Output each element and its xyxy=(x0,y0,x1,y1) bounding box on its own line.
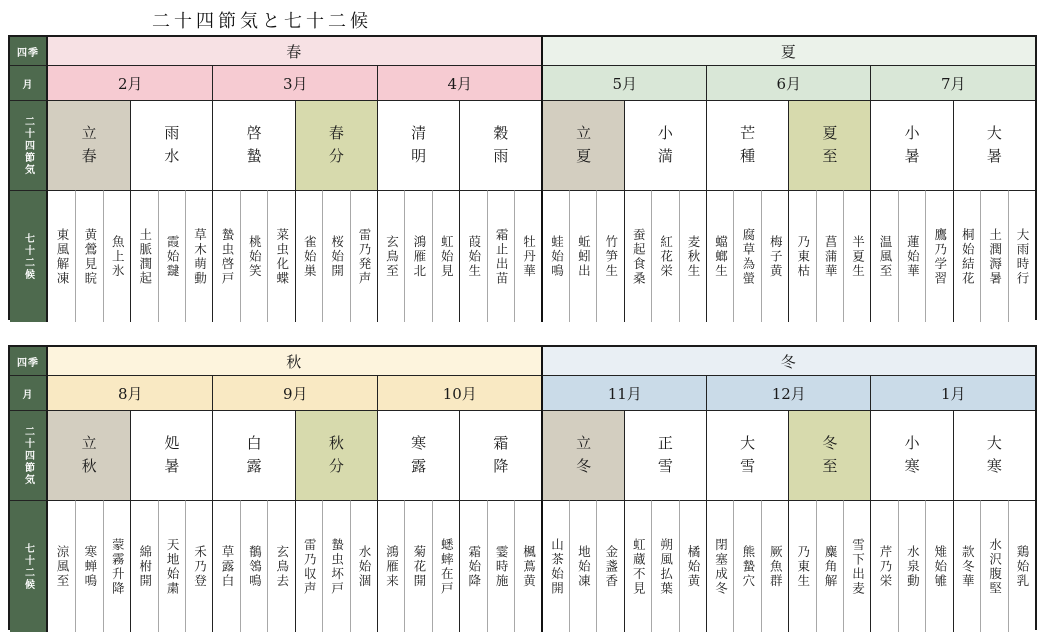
micro-season-cell: 雷乃発声 xyxy=(350,190,377,322)
solar-term-cell: 処暑 xyxy=(130,410,212,500)
month-cell: 10月 xyxy=(377,375,542,410)
micro-season-cell: 虹始見 xyxy=(432,190,459,322)
micro-season-cell: 温風至 xyxy=(870,190,897,322)
micro-season-cell: 雀始巣 xyxy=(295,190,322,322)
solar-term-cell: 小暑 xyxy=(870,100,952,190)
micro-season-cell: 蓮始華 xyxy=(898,190,925,322)
solar-term-cell: 大暑 xyxy=(953,100,1035,190)
micro-season-cell: 金盞香 xyxy=(596,500,623,632)
row-header-micro-seasons: 七十二候 xyxy=(10,500,48,632)
micro-season-cell: 涼風至 xyxy=(48,500,75,632)
micro-season-cell: 土潤溽暑 xyxy=(980,190,1007,322)
micro-season-cell: 霜止出苗 xyxy=(487,190,514,322)
calendar-table-autumn-winter xyxy=(8,345,1037,630)
micro-season-cell: 霜始降 xyxy=(459,500,486,632)
micro-season-cell: 虹蔵不見 xyxy=(624,500,651,632)
micro-season-cell: 草露白 xyxy=(212,500,239,632)
month-cell: 2月 xyxy=(48,65,212,100)
micro-season-cell: 梅子黄 xyxy=(761,190,788,322)
month-cell: 9月 xyxy=(212,375,377,410)
month-cell: 8月 xyxy=(48,375,212,410)
micro-season-cell: 腐草為螢 xyxy=(733,190,760,322)
solar-term-cell: 立夏 xyxy=(541,100,623,190)
solar-term-cell: 立冬 xyxy=(541,410,623,500)
season-cell: 春 xyxy=(48,37,541,65)
row-header-season: 四季 xyxy=(10,347,48,375)
micro-season-cell: 魚上氷 xyxy=(103,190,130,322)
month-cell: 7月 xyxy=(870,65,1035,100)
micro-season-cell: 葭始生 xyxy=(459,190,486,322)
micro-season-cell: 朔風払葉 xyxy=(651,500,678,632)
micro-season-cell: 橘始黄 xyxy=(679,500,706,632)
micro-season-cell: 半夏生 xyxy=(843,190,870,322)
micro-season-cell: 芹乃栄 xyxy=(870,500,897,632)
solar-term-cell: 秋分 xyxy=(295,410,377,500)
micro-season-cell: 閉塞成冬 xyxy=(706,500,733,632)
micro-season-cell: 水始涸 xyxy=(350,500,377,632)
micro-season-cell: 牡丹華 xyxy=(514,190,541,322)
row-header-micro-seasons: 七十二候 xyxy=(10,190,48,322)
month-cell: 1月 xyxy=(870,375,1035,410)
solar-term-cell: 小満 xyxy=(624,100,706,190)
micro-season-cell: 蒙霧升降 xyxy=(103,500,130,632)
micro-season-cell: 禾乃登 xyxy=(185,500,212,632)
micro-season-cell: 雪下出麦 xyxy=(843,500,870,632)
month-cell: 5月 xyxy=(541,65,706,100)
micro-season-cell: 地始凍 xyxy=(569,500,596,632)
solar-term-cell: 穀雨 xyxy=(459,100,541,190)
solar-term-cell: 啓蟄 xyxy=(212,100,294,190)
season-cell: 夏 xyxy=(541,37,1035,65)
solar-term-cell: 大寒 xyxy=(953,410,1035,500)
micro-season-cell: 綿柎開 xyxy=(130,500,157,632)
micro-season-cell: 乃東生 xyxy=(788,500,815,632)
micro-season-cell: 桜始開 xyxy=(322,190,349,322)
micro-season-cell: 菊花開 xyxy=(404,500,431,632)
micro-season-cell: 蟄虫坏戸 xyxy=(322,500,349,632)
micro-season-cell: 寒蝉鳴 xyxy=(75,500,102,632)
micro-season-cell: 山茶始開 xyxy=(541,500,568,632)
solar-term-cell: 霜降 xyxy=(459,410,541,500)
month-cell: 6月 xyxy=(706,65,871,100)
micro-season-cell: 天地始粛 xyxy=(158,500,185,632)
solar-term-cell: 寒露 xyxy=(377,410,459,500)
solar-term-cell: 冬至 xyxy=(788,410,870,500)
micro-season-cell: 菜虫化蝶 xyxy=(267,190,294,322)
micro-season-cell: 款冬華 xyxy=(953,500,980,632)
micro-season-cell: 水泉動 xyxy=(898,500,925,632)
micro-season-cell: 鶏始乳 xyxy=(1008,500,1035,632)
micro-season-cell: 紅花栄 xyxy=(651,190,678,322)
row-header-solar-terms: 二十四節気 xyxy=(10,100,48,190)
micro-season-cell: 麦秋生 xyxy=(679,190,706,322)
micro-season-cell: 東風解凍 xyxy=(48,190,75,322)
micro-season-cell: 玄鳥去 xyxy=(267,500,294,632)
solar-term-cell: 夏至 xyxy=(788,100,870,190)
micro-season-cell: 乃東枯 xyxy=(788,190,815,322)
row-header-month: 月 xyxy=(10,375,48,410)
season-cell: 秋 xyxy=(48,347,541,375)
micro-season-cell: 熊蟄穴 xyxy=(733,500,760,632)
solar-term-cell: 清明 xyxy=(377,100,459,190)
micro-season-cell: 桐始結花 xyxy=(953,190,980,322)
micro-season-cell: 黄鶯見睆 xyxy=(75,190,102,322)
page-title: 二十四節気と七十二候 xyxy=(152,11,372,32)
micro-season-cell: 蟋蟀在戸 xyxy=(432,500,459,632)
micro-season-cell: 玄鳥至 xyxy=(377,190,404,322)
micro-season-cell: 霞始靆 xyxy=(158,190,185,322)
micro-season-cell: 水沢腹堅 xyxy=(980,500,1007,632)
micro-season-cell: 麋角解 xyxy=(816,500,843,632)
micro-season-cell: 鴻雁来 xyxy=(377,500,404,632)
solar-term-cell: 立秋 xyxy=(48,410,130,500)
solar-term-cell: 小寒 xyxy=(870,410,952,500)
micro-season-cell: 桃始笑 xyxy=(240,190,267,322)
solar-term-cell: 正雪 xyxy=(624,410,706,500)
solar-term-cell: 白露 xyxy=(212,410,294,500)
micro-season-cell: 霎時施 xyxy=(487,500,514,632)
micro-season-cell: 楓蔦黄 xyxy=(514,500,541,632)
micro-season-cell: 鴻雁北 xyxy=(404,190,431,322)
calendar-table-spring-summer xyxy=(8,35,1037,320)
micro-season-cell: 大雨時行 xyxy=(1008,190,1035,322)
row-header-season: 四季 xyxy=(10,37,48,65)
solar-term-cell: 立春 xyxy=(48,100,130,190)
micro-season-cell: 鶺鴒鳴 xyxy=(240,500,267,632)
micro-season-cell: 雷乃収声 xyxy=(295,500,322,632)
month-cell: 12月 xyxy=(706,375,871,410)
micro-season-cell: 蟷螂生 xyxy=(706,190,733,322)
solar-term-cell: 雨水 xyxy=(130,100,212,190)
solar-term-cell: 大雪 xyxy=(706,410,788,500)
row-header-solar-terms: 二十四節気 xyxy=(10,410,48,500)
micro-season-cell: 土脈潤起 xyxy=(130,190,157,322)
micro-season-cell: 雉始雊 xyxy=(925,500,952,632)
micro-season-cell: 菖蒲華 xyxy=(816,190,843,322)
solar-term-cell: 春分 xyxy=(295,100,377,190)
micro-season-cell: 草木萌動 xyxy=(185,190,212,322)
month-cell: 11月 xyxy=(541,375,706,410)
micro-season-cell: 竹笋生 xyxy=(596,190,623,322)
row-header-month: 月 xyxy=(10,65,48,100)
micro-season-cell: 蟄虫啓戸 xyxy=(212,190,239,322)
micro-season-cell: 鷹乃学習 xyxy=(925,190,952,322)
month-cell: 4月 xyxy=(377,65,542,100)
micro-season-cell: 蚯蚓出 xyxy=(569,190,596,322)
month-cell: 3月 xyxy=(212,65,377,100)
micro-season-cell: 蛙始鳴 xyxy=(541,190,568,322)
solar-term-cell: 芒種 xyxy=(706,100,788,190)
micro-season-cell: 厥魚群 xyxy=(761,500,788,632)
micro-season-cell: 蚕起食桑 xyxy=(624,190,651,322)
season-cell: 冬 xyxy=(541,347,1035,375)
